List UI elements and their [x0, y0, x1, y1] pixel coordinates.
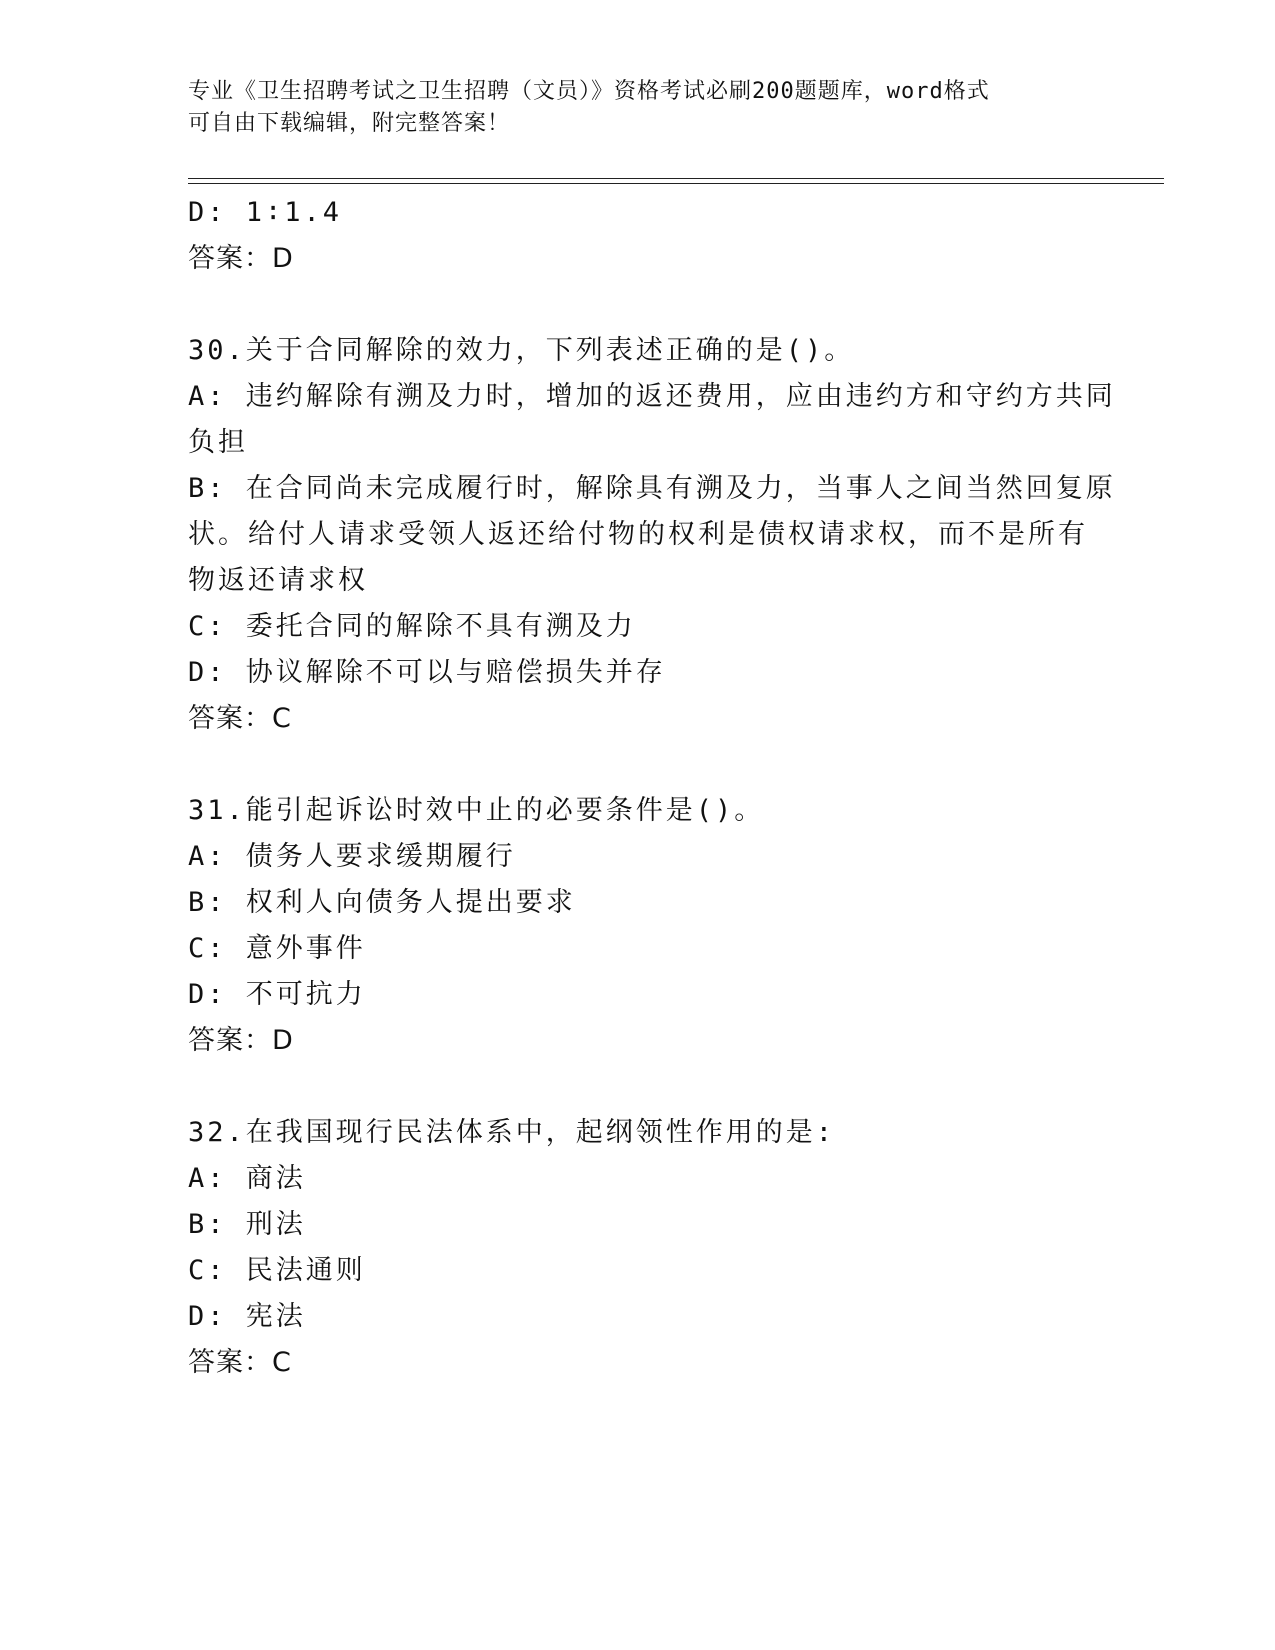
spacer	[188, 1064, 1088, 1110]
answer: 答案：C	[188, 703, 292, 734]
option-b: B: 刑法	[188, 1209, 306, 1240]
question-32	[188, 1110, 1088, 1386]
question-30	[188, 328, 1116, 742]
header-title-line-1: 专业《卫生招聘考试之卫生招聘（文员）》资格考试必刷200题题库，word格式	[188, 79, 990, 104]
option-d: D: 宪法	[188, 1301, 306, 1332]
option-d: D: 1∶1.4	[188, 197, 343, 228]
option-c: C: 委托合同的解除不具有溯及力	[188, 611, 636, 642]
question-content	[188, 190, 1116, 1386]
option-a: A: 债务人要求缓期履行	[188, 841, 516, 872]
option-a-continued: 负担	[188, 427, 248, 458]
option-a: A: 商法	[188, 1163, 306, 1194]
header-divider-bottom	[188, 183, 1164, 184]
option-b-continued: 状。给付人请求受领人返还给付物的权利是债权请求权，而不是所有	[188, 519, 1088, 550]
option-a: A: 违约解除有溯及力时，增加的返还费用，应由违约方和守约方共同	[188, 381, 1116, 412]
page-header	[188, 76, 1088, 140]
answer: 答案：D	[188, 243, 294, 274]
option-c: C: 民法通则	[188, 1255, 366, 1286]
option-b-continued: 物返还请求权	[188, 565, 368, 596]
question-31	[188, 788, 1088, 1064]
header-divider-top	[188, 178, 1164, 179]
answer: 答案：D	[188, 1025, 294, 1056]
option-d: D: 不可抗力	[188, 979, 366, 1010]
option-b: B: 在合同尚未完成履行时，解除具有溯及力，当事人之间当然回复原	[188, 473, 1116, 504]
option-b: B: 权利人向债务人提出要求	[188, 887, 576, 918]
question-text: 31.能引起诉讼时效中止的必要条件是()。	[188, 795, 765, 826]
option-c: C: 意外事件	[188, 933, 366, 964]
question-29-tail	[188, 190, 1088, 282]
question-text: 30.关于合同解除的效力，下列表述正确的是()。	[188, 335, 855, 366]
answer: 答案：C	[188, 1347, 292, 1378]
header-title-line-2: 可自由下载编辑，附完整答案！	[188, 111, 511, 136]
question-text: 32.在我国现行民法体系中，起纲领性作用的是:	[188, 1117, 836, 1148]
option-d: D: 协议解除不可以与赔偿损失并存	[188, 657, 666, 688]
spacer	[188, 282, 1088, 328]
spacer	[188, 742, 1088, 788]
